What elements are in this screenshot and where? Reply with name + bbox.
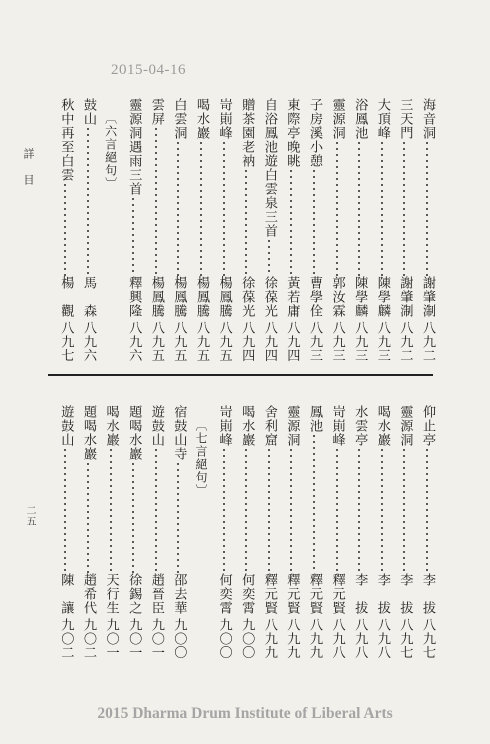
toc-entry [124, 405, 142, 659]
entry-page: 九〇一 [103, 617, 119, 659]
entry-page: 八九六 [81, 320, 96, 362]
dot-leader [373, 447, 391, 573]
entry-page: 八九五 [194, 320, 209, 362]
entry-title: 贈茶園老衲 [239, 98, 255, 168]
toc-entry [215, 405, 233, 659]
entry-page: 九〇一 [126, 617, 142, 659]
entry-author: 釋興隆 [126, 275, 142, 318]
page-number: 二五 [24, 505, 35, 527]
entry-title: 浴鳳池 [352, 98, 368, 140]
toc-entry [237, 405, 255, 659]
toc-top-section [40, 98, 436, 362]
entry-title: 自浴鳳池遊白雲泉三首 [261, 98, 277, 238]
toc-entry [260, 98, 278, 362]
dot-leader [305, 433, 323, 573]
entry-title: 雲屏 [148, 98, 164, 126]
entry-author: 釋元賢 [307, 572, 322, 615]
toc-entry [373, 405, 391, 659]
dot-leader [169, 140, 187, 276]
entry-title: 遊鼓山 [148, 405, 164, 447]
dot-leader [124, 196, 142, 276]
entry-page: 八九二 [397, 320, 413, 362]
dot-leader [79, 126, 97, 276]
toc-entry [395, 405, 413, 659]
entry-page: 九〇二 [58, 617, 74, 659]
dot-leader [192, 140, 210, 276]
entry-page: 八九四 [261, 320, 277, 362]
toc-entry [350, 405, 368, 659]
entry-title: 海音洞 [420, 98, 435, 140]
entry-page: 八九四 [284, 320, 300, 362]
toc-entry [147, 98, 165, 362]
toc-entry [305, 98, 323, 362]
entry-author: 楊鳳騰 [216, 275, 232, 318]
entry-page: 八九九 [261, 617, 277, 659]
dot-leader [237, 168, 255, 276]
entry-author: 釋元賢 [284, 572, 300, 615]
entry-page: 八九七 [58, 320, 74, 362]
toc-entry [192, 98, 210, 362]
entry-page: 八九七 [420, 617, 435, 659]
toc-entry [237, 98, 255, 362]
entry-author: 陳 讓 [58, 572, 74, 615]
entry-author: 楊鳳騰 [194, 275, 209, 318]
toc-entry [56, 98, 74, 362]
entry-author: 徐錫之 [126, 572, 142, 615]
dot-leader [124, 461, 142, 573]
toc-entry [79, 405, 97, 659]
entry-page: 八九八 [374, 617, 390, 659]
entry-page: 八九五 [216, 320, 232, 362]
entry-title: 宿鼓山寺 [171, 405, 187, 461]
toc-entry [282, 98, 300, 362]
entry-author: 何奕霄 [216, 572, 232, 615]
entry-title: 靈源洞 [284, 405, 300, 447]
dot-leader [169, 461, 187, 573]
entry-title: 靈源洞 [329, 98, 345, 140]
dot-leader [282, 447, 300, 573]
dot-leader [418, 140, 436, 276]
dot-leader [350, 447, 368, 573]
entry-author: 馬 森 [81, 275, 96, 318]
entry-page: 八九二 [420, 320, 435, 362]
dot-leader [237, 447, 255, 573]
toc-entry [418, 405, 436, 659]
entry-title: 仰止亭 [420, 405, 435, 447]
entry-title: 白雲洞 [171, 98, 187, 140]
toc-entry [102, 405, 120, 659]
entry-author: 郭汝霖 [329, 275, 345, 318]
entry-title: 靈源洞遇雨三首 [126, 98, 142, 196]
entry-page: 八九六 [126, 320, 142, 362]
dot-leader [395, 140, 413, 276]
entry-title: 喝水巖 [194, 98, 209, 140]
toc-entry [282, 405, 300, 659]
entry-title: 題喝水巖 [81, 405, 96, 461]
entry-page: 八九三 [329, 320, 345, 362]
toc-entry [79, 98, 97, 362]
entry-title: 東際亭晚眺 [284, 98, 300, 168]
entry-title: 三天門 [397, 98, 413, 140]
section-heading [102, 98, 120, 362]
dot-leader [147, 447, 165, 573]
dot-leader [418, 447, 436, 573]
section-heading-label: 〔六言絕句〕 [103, 112, 118, 190]
dot-leader [305, 168, 323, 276]
entry-author: 楊鳳騰 [148, 275, 164, 318]
toc-entry [147, 405, 165, 659]
entry-title: 水雲亭 [352, 405, 368, 447]
dot-leader [147, 126, 165, 276]
toc-bottom-section [40, 405, 436, 659]
toc-entry [215, 98, 233, 362]
entry-title: 大頂峰 [374, 98, 390, 140]
entry-title: 舍利窟 [261, 405, 277, 447]
entry-author: 謝肇淛 [420, 275, 435, 318]
dot-leader [328, 447, 346, 573]
toc-entry [373, 98, 391, 362]
entry-title: 子房溪小憩 [307, 98, 322, 168]
entry-author: 何奕霄 [239, 572, 255, 615]
entry-page: 八九八 [329, 617, 345, 659]
toc-entry [124, 98, 142, 362]
dot-leader [215, 140, 233, 276]
entry-author: 李 拔 [420, 572, 435, 615]
entry-page: 八九三 [374, 320, 390, 362]
entry-author: 陳學麟 [352, 275, 368, 318]
dot-leader [328, 140, 346, 276]
entry-author: 釋元賢 [261, 572, 277, 615]
entry-author: 趙晉臣 [148, 572, 164, 615]
entry-author: 陳學麟 [374, 275, 390, 318]
date-stamp: 2015-04-16 [111, 62, 186, 78]
entry-title: 秋中再至白雲 [58, 98, 74, 182]
entry-page: 八九五 [171, 320, 187, 362]
entry-page: 九〇二 [81, 617, 96, 659]
entry-title: 鳳池 [307, 405, 322, 433]
entry-title: 岢崱峰 [329, 405, 345, 447]
dot-leader [373, 140, 391, 276]
entry-title: 喝水巖 [374, 405, 390, 447]
dot-leader [215, 447, 233, 573]
toc-entry [395, 98, 413, 362]
section-divider [48, 374, 433, 376]
entry-page: 八九五 [148, 320, 164, 362]
toc-entry [328, 405, 346, 659]
entry-author: 李 拔 [397, 572, 413, 615]
entry-page: 八九四 [239, 320, 255, 362]
entry-page: 八九九 [284, 617, 300, 659]
entry-title: 靈源洞 [397, 405, 413, 447]
toc-entry [169, 98, 187, 362]
entry-title: 遊鼓山 [58, 405, 74, 447]
entry-author: 黃若庸 [284, 275, 300, 318]
entry-author: 楊鳳騰 [171, 275, 187, 318]
toc-entry [260, 405, 278, 659]
entry-author: 李 拔 [352, 572, 368, 615]
entry-page: 八九三 [307, 320, 322, 362]
dot-leader [260, 447, 278, 573]
entry-author: 曹學佺 [307, 275, 322, 318]
entry-page: 九〇一 [148, 617, 164, 659]
dot-leader [102, 447, 120, 573]
entry-page: 九〇〇 [216, 617, 232, 659]
entry-title: 岢崱峰 [216, 405, 232, 447]
watermark-footer: 2015 Dharma Drum Institute of Liberal Arts [97, 705, 393, 722]
entry-author: 謝肇淛 [397, 275, 413, 318]
toc-entry [350, 98, 368, 362]
dot-leader [56, 447, 74, 573]
entry-author: 邵去華 [171, 572, 187, 615]
entry-author: 趙希代 [81, 572, 96, 615]
dot-leader [79, 461, 97, 573]
entry-page: 九〇〇 [171, 617, 187, 659]
entry-title: 鼓山 [81, 98, 96, 126]
entry-author: 李 拔 [374, 572, 390, 615]
entry-page: 八九七 [397, 617, 413, 659]
entry-author: 釋元賢 [329, 572, 345, 615]
entry-author: 天行生 [103, 572, 119, 615]
running-head: 詳 目 [22, 148, 35, 187]
section-heading [192, 405, 210, 659]
toc-entry [169, 405, 187, 659]
toc-entry [328, 98, 346, 362]
entry-title: 岢崱峰 [216, 98, 232, 140]
toc-entry [418, 98, 436, 362]
dot-leader [395, 447, 413, 573]
dot-leader [56, 182, 74, 276]
dot-leader [260, 238, 278, 276]
section-heading-label: 〔七言絕句〕 [194, 419, 208, 497]
entry-page: 八九三 [352, 320, 368, 362]
entry-title: 題喝水巖 [126, 405, 142, 461]
entry-author: 徐葆光 [261, 275, 277, 318]
entry-page: 八九九 [307, 617, 322, 659]
entry-title: 喝水巖 [239, 405, 255, 447]
entry-page: 九〇〇 [239, 617, 255, 659]
entry-page: 八九八 [352, 617, 368, 659]
entry-title: 喝水巖 [103, 405, 119, 447]
entry-author: 楊 觀 [58, 275, 74, 318]
entry-author: 徐葆光 [239, 275, 255, 318]
dot-leader [350, 140, 368, 276]
toc-entry [305, 405, 323, 659]
toc-entry [56, 405, 74, 659]
dot-leader [282, 168, 300, 276]
